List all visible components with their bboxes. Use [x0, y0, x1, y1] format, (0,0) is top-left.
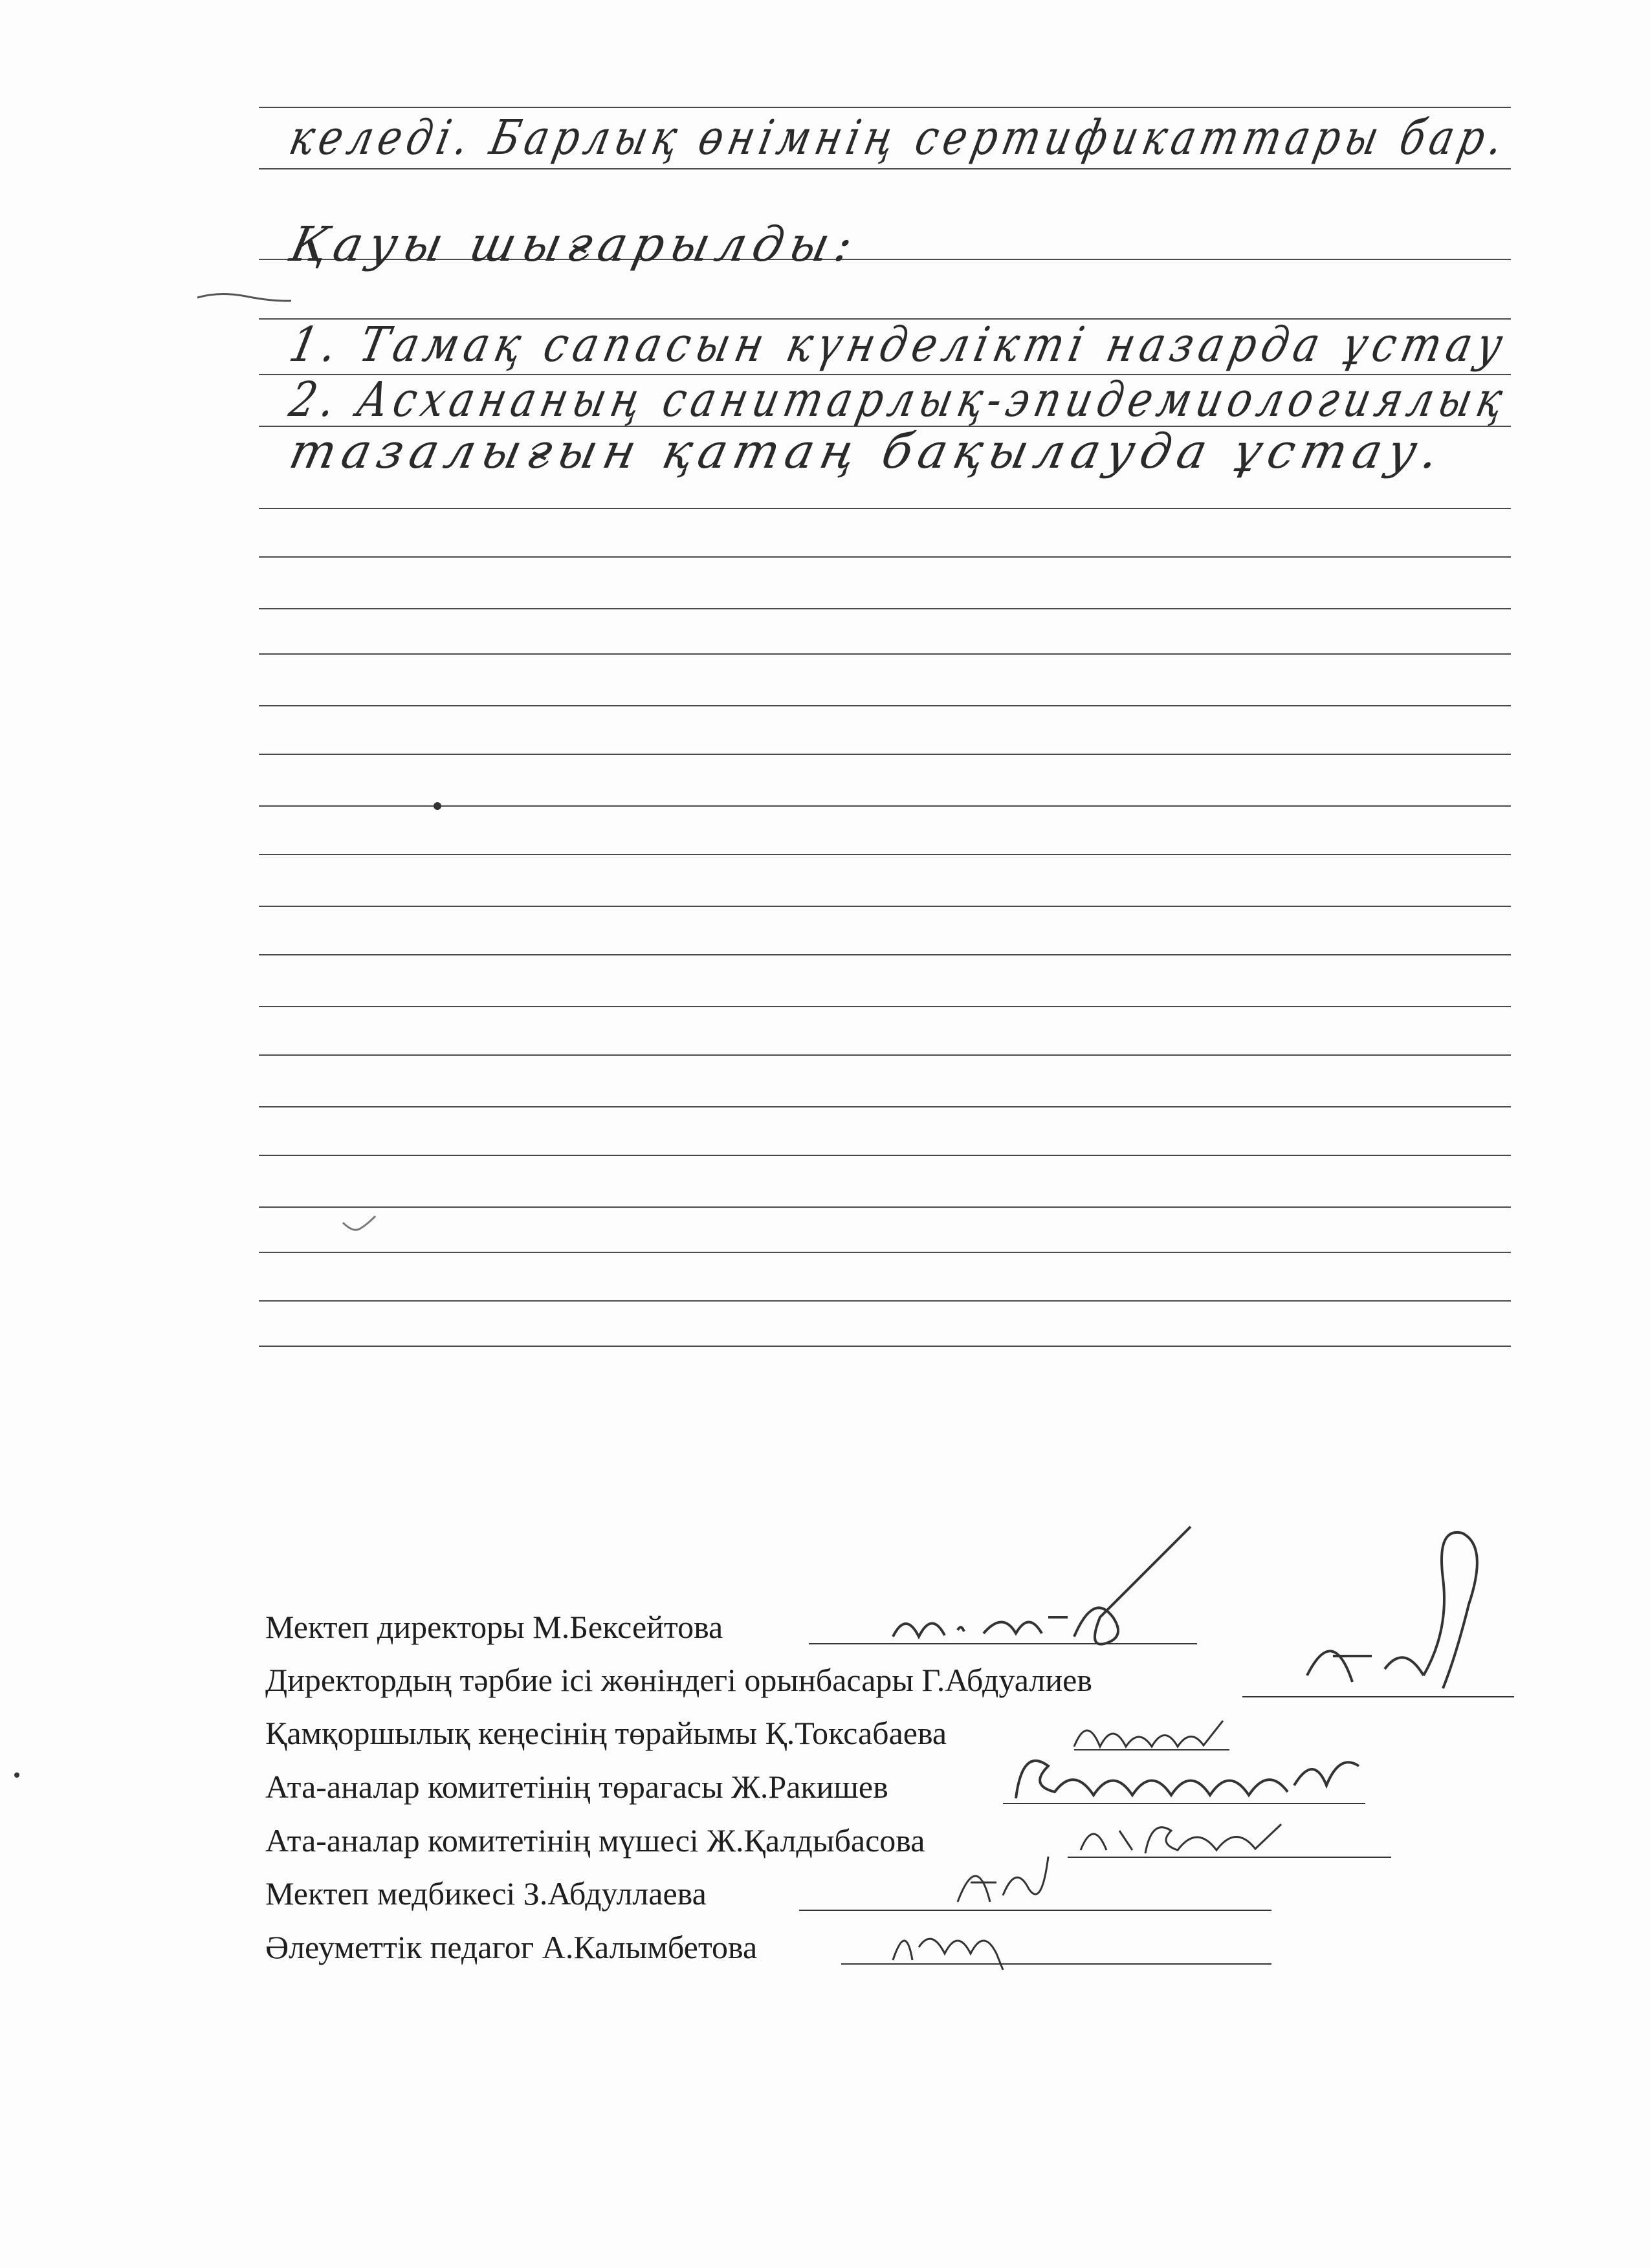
signature-row-director: [265, 1611, 723, 1643]
handwritten-line-3: 1. Тамақ сапасын күнделікті назарда ұстау: [285, 317, 1513, 373]
signature-row-parent-committee-member: [265, 1824, 925, 1857]
ruled-line: [259, 1206, 1511, 1208]
signature-line: [1068, 1857, 1391, 1858]
ruled-line: [259, 653, 1511, 655]
ruled-line: [259, 508, 1511, 509]
ruled-line: [259, 556, 1511, 558]
ruled-line: [259, 854, 1511, 855]
signature-row-label: Мектеп медбикесі З.Абдуллаева: [265, 1875, 707, 1912]
signature-line: [1242, 1696, 1514, 1697]
signature-trustee-chair: [1068, 1708, 1236, 1760]
ruled-line: [259, 107, 1511, 108]
ruled-line: [259, 1252, 1511, 1253]
signature-line: [1003, 1803, 1365, 1804]
margin-scribble: [194, 272, 298, 323]
ruled-line: [259, 1106, 1511, 1107]
handwritten-line-1: келеді. Барлық өнімнің сертификаттары бар.: [285, 110, 1513, 166]
signature-row-label: Мектеп директоры М.Бексейтова: [265, 1609, 723, 1645]
signature-parent-committee-member: [1074, 1805, 1288, 1863]
handwritten-line-4: 2. Асхананың санитарлық-эпидемиологиялық: [285, 372, 1513, 428]
ruled-line: [259, 1006, 1511, 1007]
signature-row-label: Ата-аналар комитетінің төрагасы Ж.Ракишев: [265, 1769, 888, 1805]
signature-row-deputy: [265, 1664, 1092, 1696]
ruled-line: [259, 1300, 1511, 1302]
signature-line: [841, 1963, 1271, 1965]
signature-line: [809, 1643, 1197, 1644]
signature-row-parent-committee-chair: [265, 1771, 888, 1803]
ruled-line: [259, 1054, 1511, 1056]
ruled-line: [259, 1155, 1511, 1156]
ruled-line: [259, 754, 1511, 755]
signature-row-label: Әлеуметтік педагог А.Калымбетова: [265, 1929, 758, 1965]
signature-director: [880, 1514, 1216, 1663]
handwritten-line-2: Қауы шығарылды:: [285, 217, 864, 272]
ruled-line: [259, 705, 1511, 706]
ruled-line: [259, 954, 1511, 955]
ruled-line: [259, 906, 1511, 907]
ruled-line: [259, 168, 1511, 169]
signature-row-label: Ата-аналар комитетінің мүшесі Ж.Қалдыбасова: [265, 1822, 925, 1859]
signature-line: [1074, 1749, 1229, 1750]
ink-dot: [434, 802, 441, 810]
signature-row-label: Директордың тәрбие ісі жөніндегі орынбасары Г.Абдуалиев: [265, 1662, 1092, 1698]
ink-dot: [14, 1772, 19, 1778]
handwritten-line-5: тазалығын қатаң бақылауда ұстау.: [285, 424, 1451, 479]
ruled-line: [259, 608, 1511, 609]
signature-deputy: [1294, 1527, 1514, 1721]
check-mark: [340, 1210, 379, 1236]
ruled-line: [259, 805, 1511, 807]
signature-school-nurse: [951, 1844, 1055, 1915]
signature-row-school-nurse: [265, 1877, 707, 1910]
ruled-line: [259, 1346, 1511, 1347]
signature-row-social-pedagogue: [265, 1931, 757, 1963]
signature-parent-committee-chair: [1009, 1740, 1372, 1811]
signature-line: [799, 1910, 1271, 1911]
signature-row-label: Қамқоршылық кеңесінің төрайымы Қ.Токсабаева: [265, 1715, 947, 1751]
signature-row-trustee-chair: [265, 1717, 947, 1749]
